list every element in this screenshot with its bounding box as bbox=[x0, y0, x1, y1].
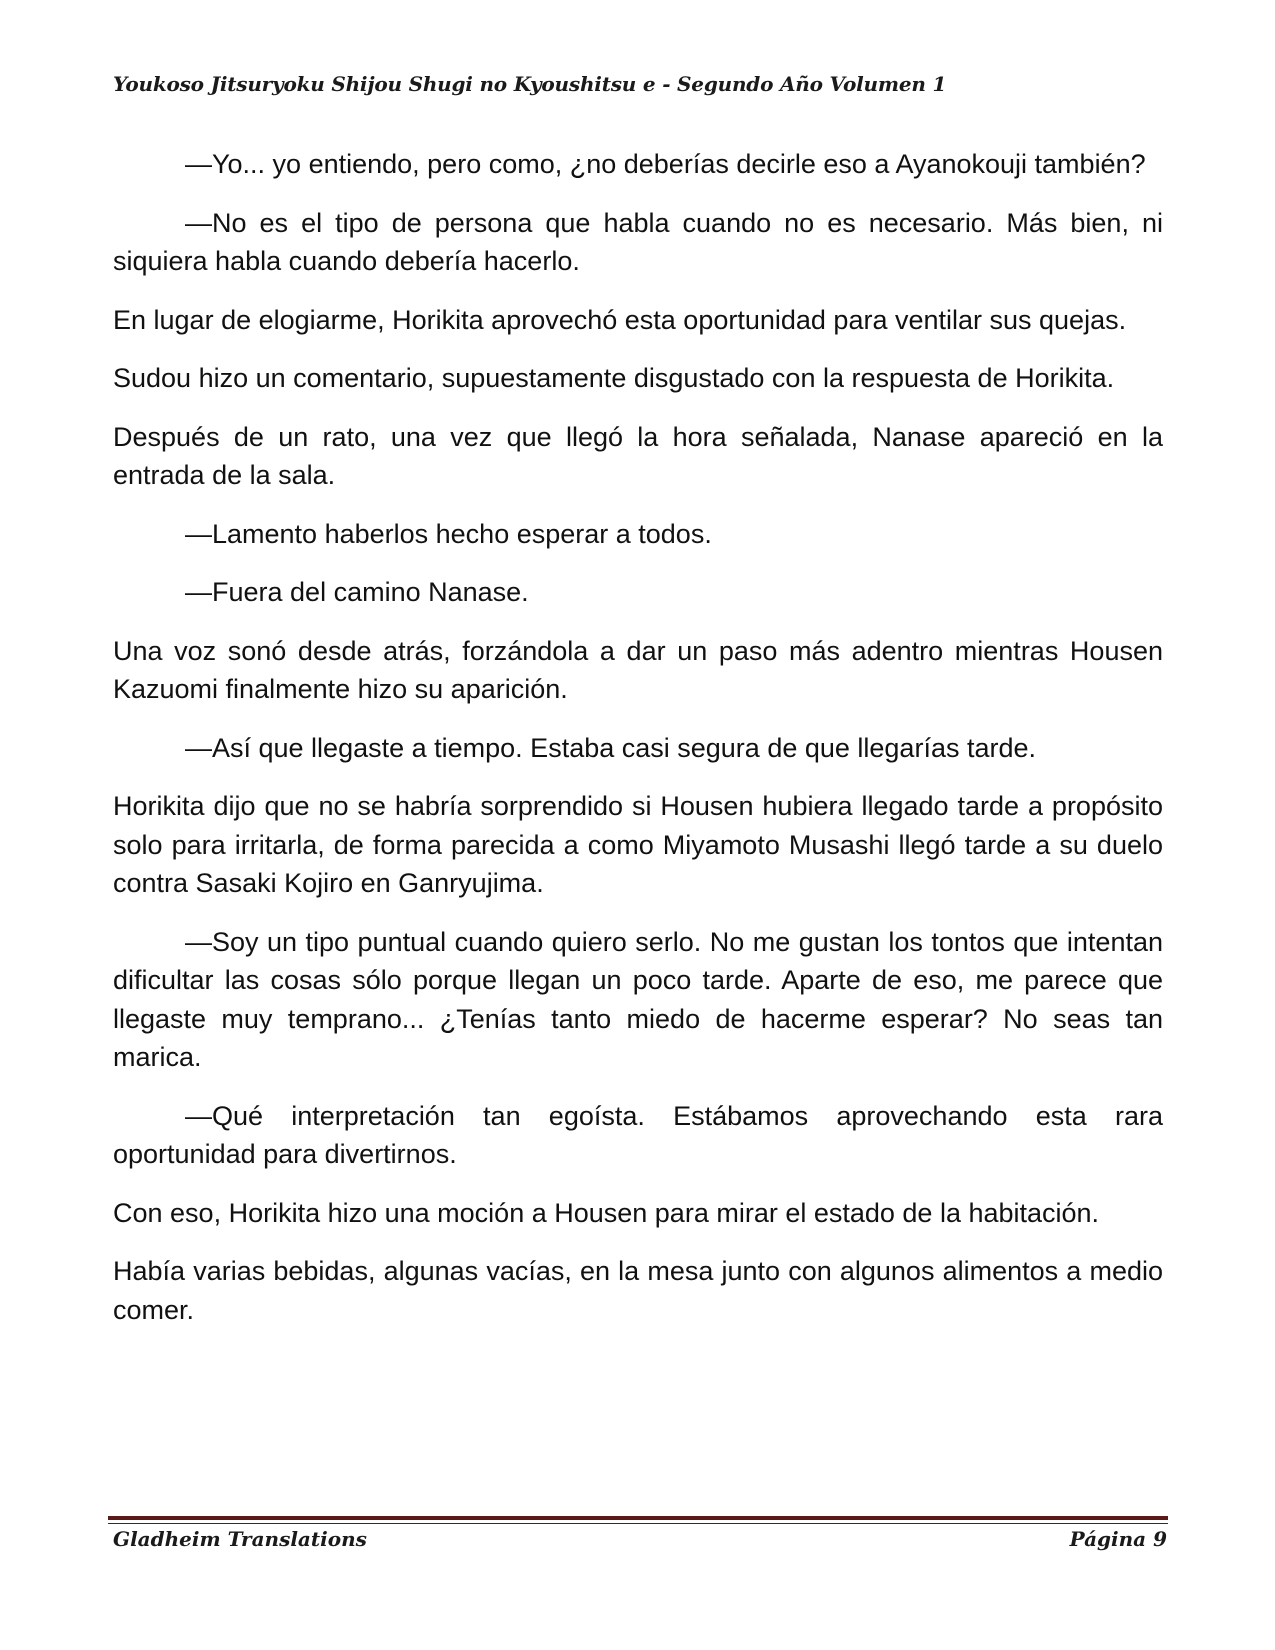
footer-divider-thick bbox=[108, 1516, 1168, 1520]
paragraph: Con eso, Horikita hizo una moción a Housen para mirar el estado de la habitación. bbox=[113, 1197, 1100, 1228]
paragraph: —Yo... yo entiendo, pero como, ¿no deberías decirle eso a Ayanokouji también? bbox=[185, 149, 1146, 179]
footer-divider-thin bbox=[108, 1523, 1168, 1524]
paragraph: Había varias bebidas, algunas vacías, en la mesa junto con algunos alimentos a medio comer. bbox=[113, 1256, 1163, 1325]
paragraph: Horikita dijo que no se habría sorprendido si Housen hubiera llegado tarde a propósito solo para irritarla, de forma parecida a como Miyamoto Musashi llegó tarde a su duelo contra Sasaki Kojiro en Ganryujima. bbox=[113, 791, 1163, 898]
paragraph: Sudou hizo un comentario, supuestamente disgustado con la respuesta de Horikita. bbox=[113, 363, 1115, 393]
paragraph: —Qué interpretación tan egoísta. Estábamos aprovechando esta rara oportunidad para divertirnos. bbox=[113, 1100, 1163, 1169]
paragraph: —Fuera del camino Nanase. bbox=[185, 577, 529, 607]
running-header-title: Youkoso Jitsuryoku Shijou Shugi no Kyoushitsu e - Segundo Año Volumen 1 bbox=[113, 72, 947, 96]
paragraph: —Lamento haberlos hecho esperar a todos. bbox=[185, 518, 712, 549]
paragraph: —Así que llegaste a tiempo. Estaba casi segura de que llegarías tarde. bbox=[185, 732, 1037, 763]
paragraph: Después de un rato, una vez que llegó la hora señalada, Nanase apareció en la entrada de la sala. bbox=[113, 421, 1163, 490]
footer-translator-credit: Gladheim Translations bbox=[113, 1527, 367, 1551]
paragraph: —No es el tipo de persona que habla cuando no es necesario. Más bien, ni siquiera habla cuando debería hacerlo. bbox=[113, 207, 1163, 276]
body-text bbox=[113, 145, 1163, 1349]
footer-page-number: Página 9 bbox=[1069, 1527, 1167, 1551]
paragraph: —Soy un tipo puntual cuando quiero serlo. No me gustan los tontos que intentan dificultar las cosas sólo porque llegan un poco tarde. Aparte de eso, me parece que llegaste muy temprano... ¿Tenías tanto miedo de hacerme esperar? No seas tan marica. bbox=[113, 926, 1163, 1072]
paragraph: En lugar de elogiarme, Horikita aprovechó esta oportunidad para ventilar sus quejas. bbox=[113, 304, 1127, 335]
paragraph: Una voz sonó desde atrás, forzándola a dar un paso más adentro mientras Housen Kazuomi finalmente hizo su aparición. bbox=[113, 635, 1163, 704]
